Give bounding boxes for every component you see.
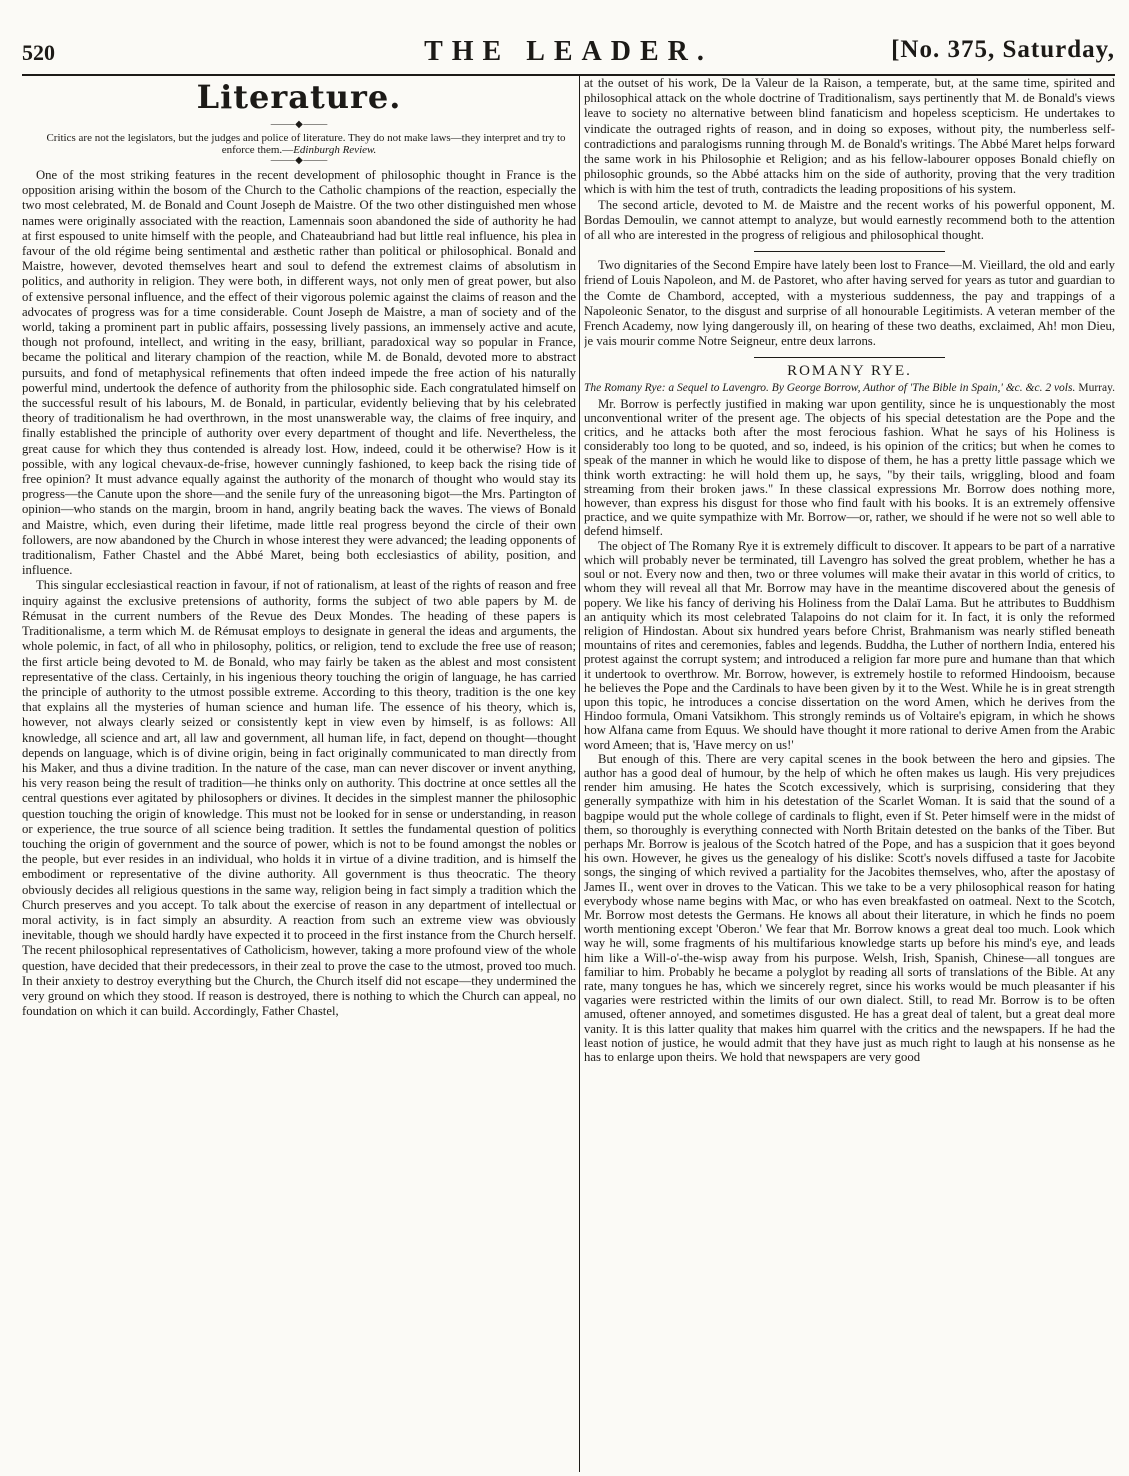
page-number: 520 (22, 40, 55, 65)
ornament-divider: ⸻◆⸻ (270, 119, 328, 130)
article-columns (22, 76, 1115, 1472)
section-motto (22, 132, 576, 156)
article-paragraph: at the outset of his work, De la Valeur de la Raison, a temperate, but, at the same time, spirited and philosophical attack on the whole doctrine of Traditionalism, says pertinently that M. de Bonald's views leave to society no alternative between blind fanaticism and hopeless scepticism. He undertakes to vindicate the outraged rights of reason, and in doing so exposes, without pity, the numberless self-contradictions and paralogisms running through M. de Bonald's writings. The Abbé Maret helps forward the same work in his Philosophie et Religion; and as his fellow-labourer opposes Bonald chiefly on philosophic grounds, so the Abbé attacks him on the side of authority, proving that the very tradition which is with him the test of truth, contradicts the leading propositions of his system. (584, 76, 1115, 197)
section-rule (754, 251, 945, 252)
review-paragraph: Mr. Borrow is perfectly justified in making war upon gentility, since he is unquestionably the most unconventional writer of the present age. The objects of his special detestation are the Pope and the critics, and he attacks both after the most ferocious fashion. What he says of his Holiness is considerably too long to be quoted, and so, indeed, is his opinion of the critics; but when he comes to speak of the manner in which he would like to dispose of them, he has a pretty little passage which we think worth extracting: he will hold them up, he says, "by their tails, wriggling, blood and foam streaming from their broken jaws." In these classical expressions Mr. Borrow does nothing more, however, than express his disgust for those who find fault with his books. It is an extremely offensive practice, and we quite sympathize with Mr. Borrow—or, rather, we should if he were not so well able to defend himself. (584, 396, 1115, 539)
review-paragraph: But enough of this. There are very capital scenes in the book between the hero and gipsies. The author has a good deal of humour, by the help of which he often makes us laugh. His very prejudices render him amusing. He hates the Scotch excessively, which is surprising, considering that they generally sympathize with him in his detestation of the Scarlet Woman. It is said that the sound of a bagpipe would put the whole college of cardinals to flight, even if St. Peter himself were in the midst of them, so thoroughly is everything connected with North Britain detested on the banks of the Tiber. But perhaps Mr. Borrow is jealous of the Scotch hatred of the Pope, and has a suspicion that it goes beyond his own. However, he gives us the genealogy of his dislike: Scott's novels diffused a taste for Jacobite songs, the singing of which revived a partiality for the Jacobites themselves, who, after the apostasy of James II., went over in droves to the Vatican. This we take to be a very philosophical reason for hating everybody whose name begins with Mac, or who has even breakfasted on oatmeal. Next to the Scotch, Mr. Borrow most detests the Germans. He knows all about their literature, in which he finds no poem worth mentioning except 'Oberon.' We fear that Mr. Borrow knows a great deal too much. Look which way he will, some fragments of his multifarious knowledge starts up before his mind's eye, and leads him like a Will-o'-the-wisp away from his purpose. Welsh, Irish, Spanish, Chinese—all tongues are familiar to him. Probably he became a polyglot by reading all sorts of translations of the Bible. At any rate, many tongues he has, which we sincerely regret, since his works would be much pleasanter if his vagaries were restricted within the limits of our own dialect. Still, to read Mr. Borrow is to be often amused, oftener annoyed, and sometimes disgusted. He has a great deal of talent, but a great deal more vanity. It is this latter quality that makes him quarrel with the critics and the newspapers. If he had the least notion of justice, he would admit that they have just as much right to laugh at his nonsense as he has to enlarge upon theirs. We hold that newspapers are very good (584, 751, 1115, 1064)
article-paragraph: The second article, devoted to M. de Maistre and the recent works of his powerful opponent, M. Bordas Demoulin, we cannot attempt to analyze, but would earnestly recommend both to the attention of all who are interested in the progress of religious and philosophical thought. (584, 197, 1115, 243)
review-book-info: The Romany Rye: a Sequel to Lavengro. By George Borrow, Author of 'The Bible in Spain,' &c. &c. 2 vols. (584, 381, 1076, 394)
article-paragraph: One of the most striking features in the recent development of philosophic thought in France is the opposition arising within the bosom of the Church to the Catholic champions of the reaction, especially the two most celebrated, M. de Bonald and Count Joseph de Maistre. Of the two other distinguished men whose names were originally associated with the reaction, Lamennais soon abandoned the side of authority he had at first espoused to unite himself with the people, and Chateaubriand had but little real influence, his plea in favour of the old régime being sentimental and æsthetic rather than political or philosophical. Bonald and Maistre, however, devoted themselves heart and soul to defend the extremest claims of absolutism in politics, and authority in religion. They were both, in different ways, not only men of great power, but also of extensive personal influence, and the effect of their vigorous polemic against the claims of reason and the advocates of progress was for a time considerable. Count Joseph de Maistre, a man of society and of the world, taking a prominent part in public affairs, possessing lively passions, an immensely active and acute, though not profound, intellect, and writing in the easy, brilliant, paradoxical way so popular in France, became the political and literary champion of the reaction, while M. de Bonald, devoted more to abstract pursuits, and fond of metaphysical refinements that often indeed impede the free action of his naturally powerful mind, undertook the defence of authority from the philosophic side. Each congratulated himself on the successful result of his labours, M. de Bonald, in particular, evidently believing that by his celebrated theory of traditionalism he had overthrown, in the most unanswerable way, the claims of free inquiry, and finally established the principle of authority over every department of thought and life. Nevertheless, the great cause for which they thus contended is already lost. How, indeed, could it be otherwise? How is it possible, with any logical chevaux-de-frise, however cunningly fashioned, to keep back the rising tide of free opinion? It must advance equally against the authority of the monarch of thought who would stay its progress—the Canute upon the shore—and the senile fury of the unreasoning bigot—the Mrs. Partington of opinion—who stands on the margin, broom in hand, angrily beating back the waves. The views of Bonald and Maistre, which, even during their lifetime, made little real progress beyond the circle of their own followers, are now abandoned by the Church in whose interest they were advanced; the leading opponents of traditionalism, Father Chastel and the Abbé Maret, being both ecclesiastics of ability, position, and influence. (22, 168, 576, 578)
review-paragraph: The object of The Romany Rye it is extremely difficult to discover. It appears to be part of a narrative which will probably never be terminated, till Lavengro has solved the great problem, whether he has a soul or not. Every now and then, two or three volumes will make their avatar in this world of critics, to whom they will reveal all that Mr. Borrow may have in the meantime discovered about the genesis of popery. We like his fancy of deriving his Holiness from the Dalaï Lama. But he attributes to Buddhism an antiquity which its most celebrated Talapoins do not claim for it. In fact, it is only the reformed religion of Hindostan. About six hundred years before Christ, Brahmanism was nearly stifled beneath mountains of rites and ceremonies, fables and legends. Buddha, the Luther of northern India, entered his protest against the corrupt system; and introduced a religion far more pure and humane than that which it undertook to overthrow. Mr. Borrow, however, is extremely hostile to reformed Hindooism, because he believes the Pope and the Cardinals to have been given by it to the West. While he is in great strength upon this topic, he introduces a concise dissertation on the word Amen, which he derives from the Hindoo formula, Omani Vatsikhom. This strongly reminds us of Voltaire's epigram, in which he shows how Alfana came from Equus. We should have thought it more rational to derive Amen from the Arabic word Ameen; that is, 'Have mercy on us!' (584, 538, 1115, 752)
review-body (584, 397, 1115, 1065)
masthead (22, 26, 1115, 76)
section-rule (754, 357, 945, 358)
column-divider (579, 76, 580, 1472)
ornament-divider-lower: ⸻◆⸻ (270, 155, 328, 166)
news-paragraph: Two dignitaries of the Second Empire have lately been lost to France—M. Vieillard, the old and early friend of Louis Napoleon, and M. de Pastoret, who after having served for years as tutor and guardian to the Comte de Chambord, accepted, with a mysterious suddenness, the pay and trappings of a Napoleonic Senator, to the disgust and surprise of all honourable Legitimists. A veteran member of the French Academy, now lying dangerously ill, on hearing of these two deaths, exclaimed, Ah! mon Dieu, je vais mourir comme Notre Seigneur, entre deux larrons. (584, 258, 1115, 349)
motto-source: Edinburgh Review. (293, 144, 377, 156)
article-paragraph: This singular ecclesiastical reaction in favour, if not of rationalism, at least of the rights of reason and free inquiry against the exclusive pretensions of authority, forms the subject of two able papers by M. de Rémusat in the current numbers of the Revue des Deux Mondes. The heading of these papers is Traditionalisme, a term which M. de Rémusat employs to designate in general the ideas and arguments, the whole polemic, in fact, of all who in philosophy, politics, or religion, tend to exclude the free use of reason; the first article being devoted to M. de Bonald, who may fairly be taken as the ablest and most consistent representative of the class. Certainly, in his ingenious theory touching the origin of language, he has carried the principle of authority to the utmost possible extreme. According to this theory, tradition is the one key that explains all the mysteries of human science and human life. The essence of his theory, which is, however, not always clearly seized or consistently kept in view even by himself, is as follows: All knowledge, all science and art, all law and government, all human life, in fact, depend on thought—thought depends on language, which is of divine origin, being in fact originally communicated to man directly from his Maker, and thus a divine tradition. In the nature of the case, man can never discover or invent anything, his very reason being the result of tradition—he thinks only on authority. This doctrine at once settles all the central questions ever agitated by philosophers or divines. It decides in the simplest manner the philosophic question touching the origin of knowledge. This must not be looked for in sense or understanding, in reason or experience, the true source of all science being tradition. It settles the fundamental question of politics touching the origin of government and the source of power, which is not to be found amongst the nobles or the people, but ever resides in an individual, who holds it in virtue of a divine tradition, and is himself the embodiment or representative of the divine authority. All government is thus theocratic. The theory obviously decides all religious questions in the same way, religion being in fact simply a tradition which the Church preserves and you accept. To talk about the exercise of reason in any department of intellectual or moral activity, is in fact simply an absurdity. A reaction from such an extreme view was obviously inevitable, though we should hardly have expected it to proceed in the first instance from the Church herself. The recent philosophical representatives of Catholicism, however, taking a more profound view of the whole question, have decided that their predecessors, in their zeal to prove the case to the utmost, proved too much. In their anxiety to destroy everything but the Church, the Church itself did not escape—they undermined the very ground on which they stood. If reason is destroyed, there is nothing to which the Church can appeal, no foundation on which it can build. Accordingly, Father Chastel, (22, 578, 576, 1019)
motto-text: Critics are not the legislators, but the judges and police of literature. They do not make laws—they interpret and try to enforce them.— (46, 132, 566, 156)
review-bibliography (584, 382, 1115, 395)
right-column (584, 76, 1115, 1472)
section-title: Literature. (196, 78, 402, 116)
newspaper-title: THE LEADER. (424, 36, 713, 67)
review-publisher: Murray. (1078, 381, 1115, 394)
issue-info: [No. 375, Saturday, (891, 36, 1115, 63)
left-column (22, 76, 576, 1472)
review-title: ROMANY RYE. (787, 363, 912, 380)
